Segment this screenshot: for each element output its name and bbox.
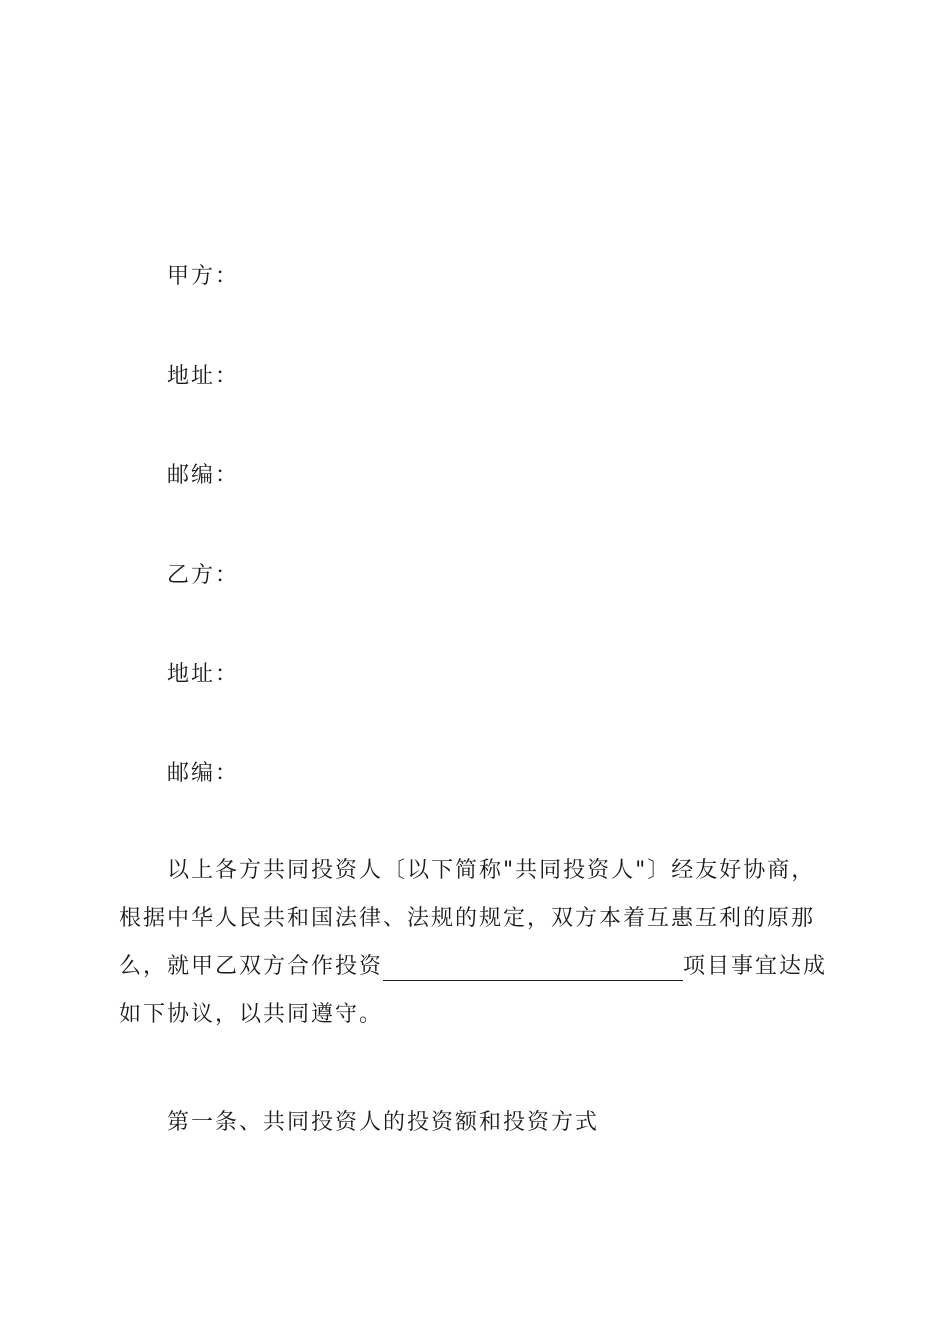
article-1-title: 第一条、共同投资人的投资额和投资方式	[167, 1110, 600, 1135]
preamble-line-3-end: 项目事宜达成	[683, 954, 828, 979]
preamble-line-2: 根据中华人民共和国法律、法规的规定，双方本着互惠互利的原那	[119, 906, 816, 931]
preamble-paragraph	[119, 847, 839, 1039]
party-a-address-label: 地址：	[167, 364, 240, 389]
project-name-blank	[383, 950, 683, 981]
party-b-postcode-label: 邮编：	[167, 761, 240, 786]
preamble-line-1: 以上各方共同投资人〔以下简称"共同投资人"〕经友好协商，	[167, 858, 816, 883]
preamble-line-3-start: 么，就甲乙双方合作投资	[119, 954, 384, 979]
party-b-name-label: 乙方：	[167, 563, 240, 588]
preamble-line-4: 如下协议，以共同遵守。	[119, 1002, 384, 1027]
party-a-name-label: 甲方：	[167, 264, 240, 289]
party-b-address-label: 地址：	[167, 662, 240, 687]
preamble-line-3	[119, 943, 839, 991]
party-a-postcode-label: 邮编：	[167, 463, 240, 488]
